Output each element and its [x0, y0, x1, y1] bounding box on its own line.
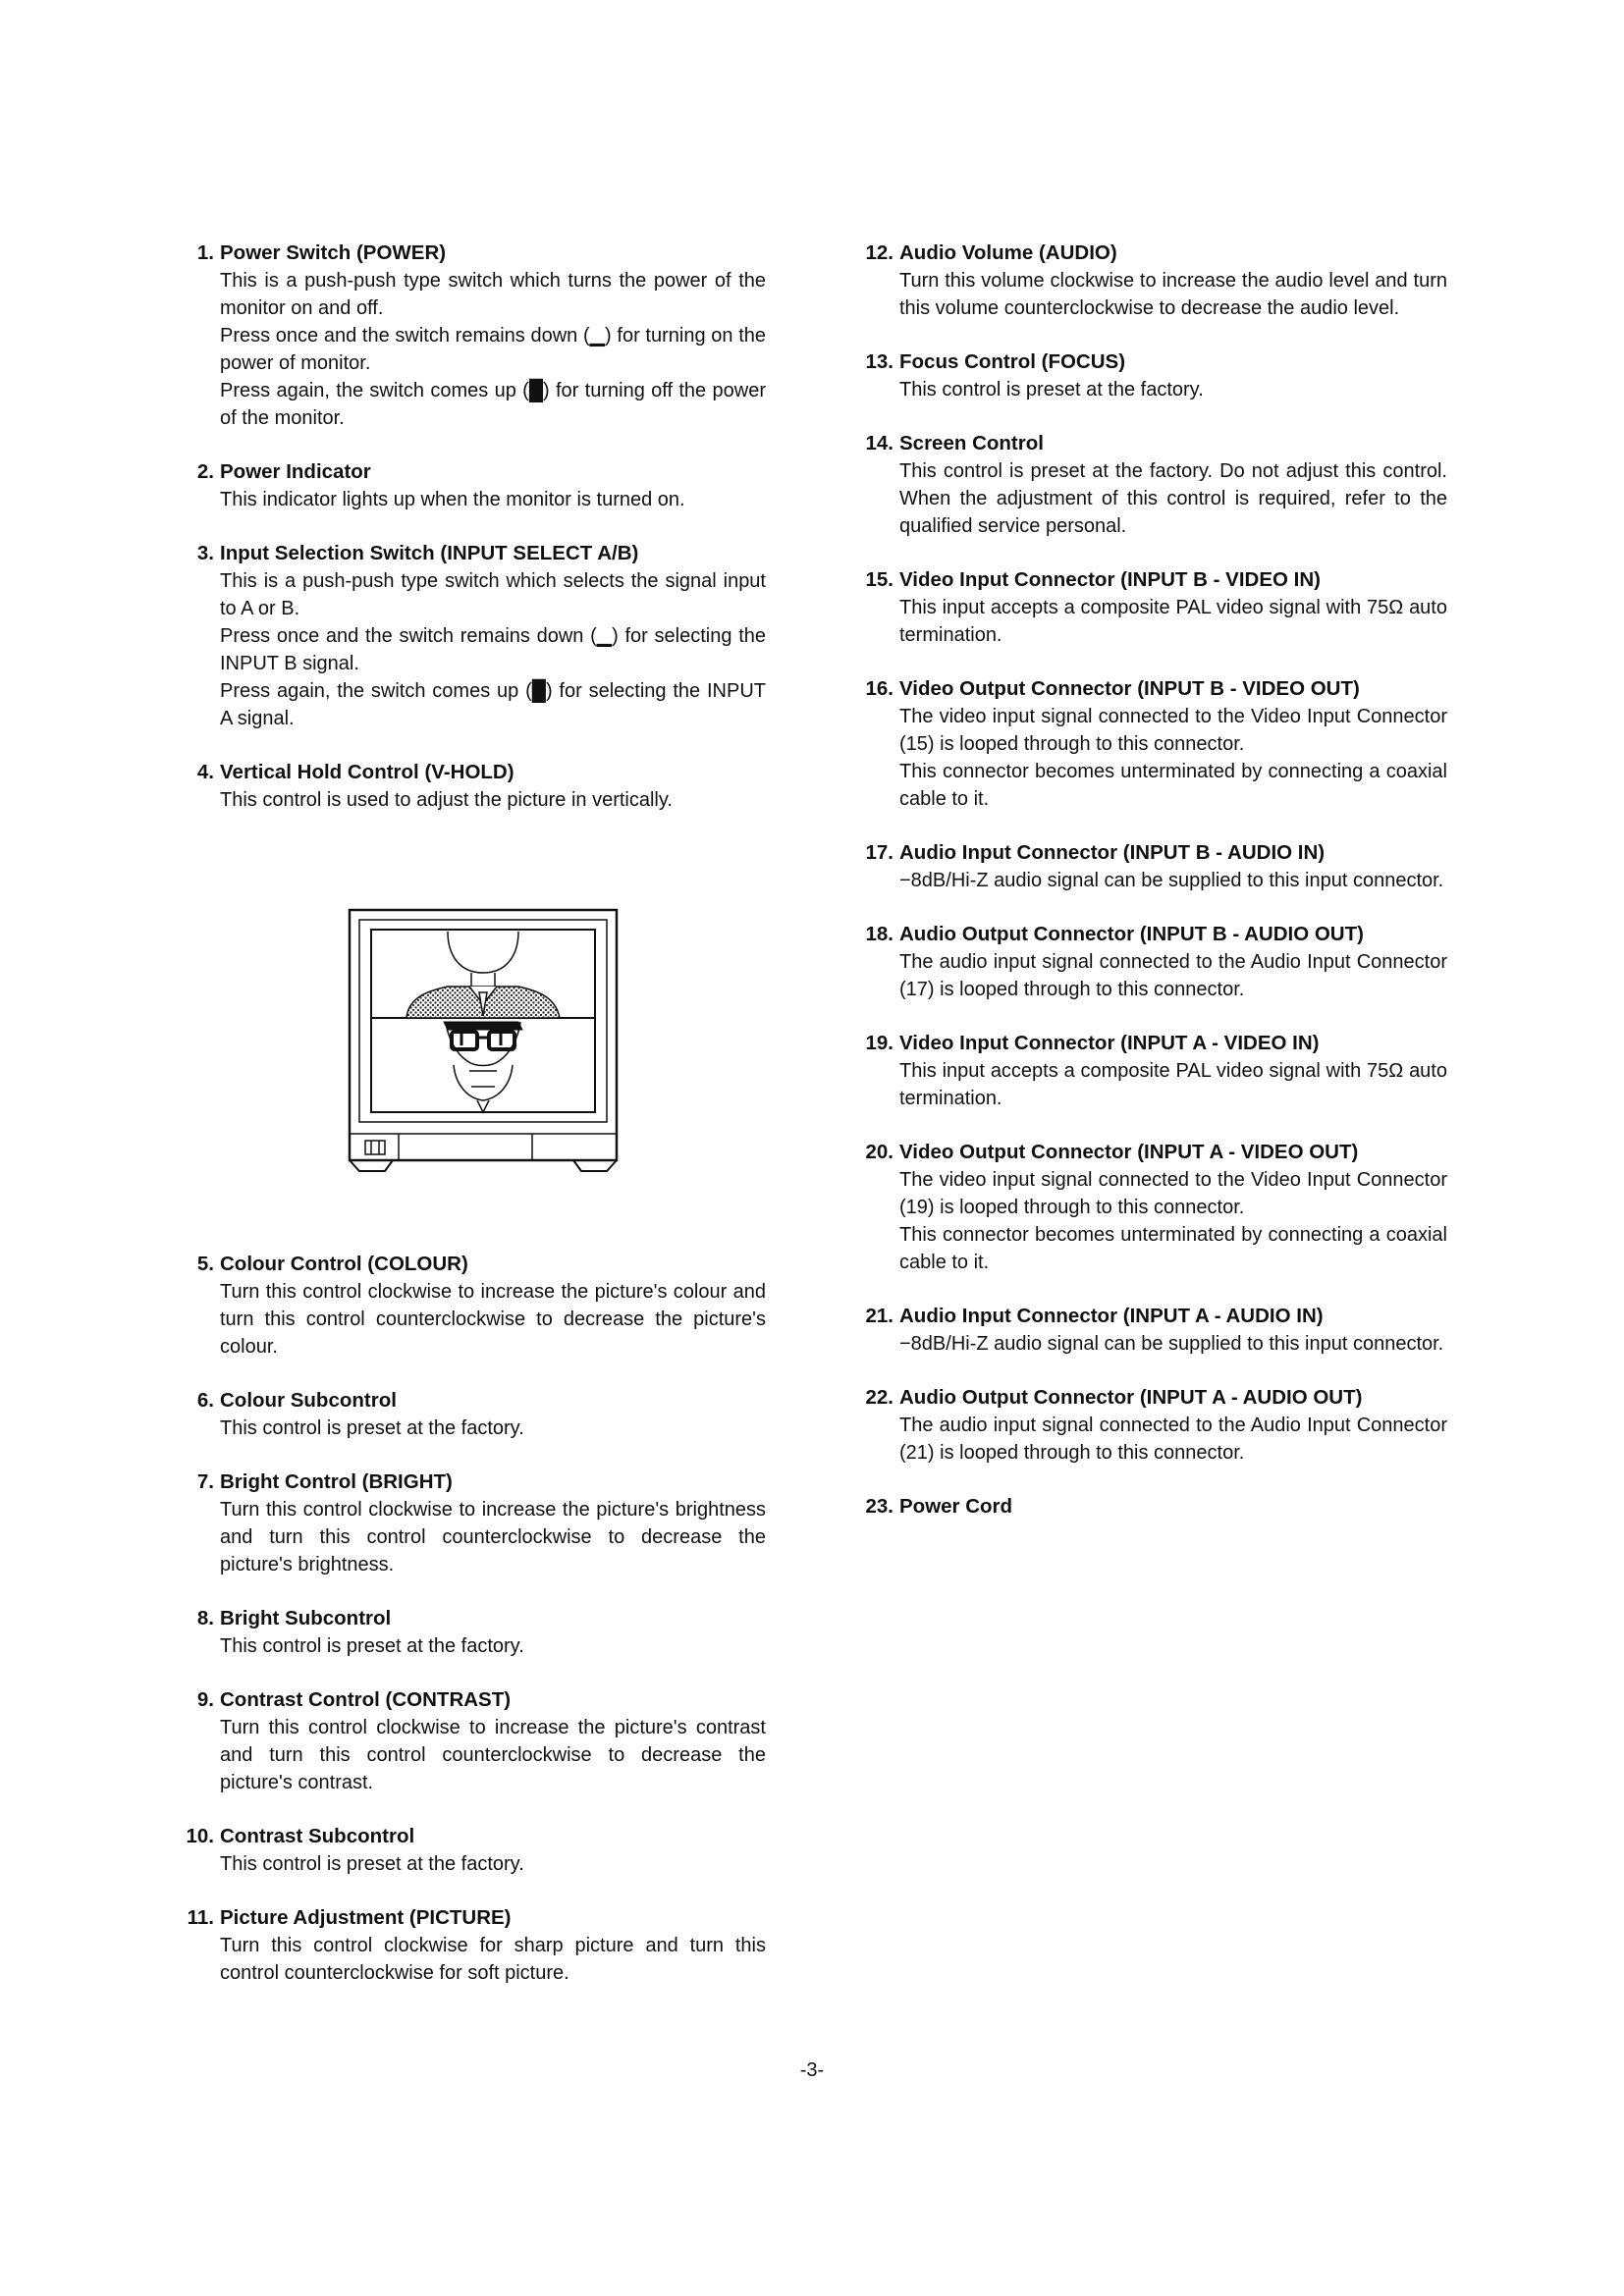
control-item [187, 1904, 766, 1987]
item-description [171, 1932, 766, 1987]
item-number: 13. [865, 350, 893, 373]
item-title: Audio Output Connector (INPUT B - AUDIO OUT) [899, 923, 1364, 945]
description-paragraph: Turn this control clockwise to increase the picture's colour and turn this control counterclockwise to decrease the picture's colour. [220, 1281, 766, 1358]
description-paragraph: This input accepts a composite PAL video signal with 75Ω auto termination. [899, 597, 1447, 646]
item-number: 12. [865, 241, 893, 264]
item-number: 22. [865, 1386, 893, 1409]
item-heading [187, 1686, 766, 1714]
item-description [171, 1278, 766, 1361]
description-paragraph: This control is preset at the factory. [220, 1417, 524, 1439]
monitor-illustration [346, 908, 621, 1175]
control-item [187, 1686, 766, 1796]
item-number: 16. [865, 677, 893, 700]
item-title: Input Selection Switch (INPUT SELECT A/B) [220, 542, 639, 564]
item-title: Power Switch (POWER) [220, 241, 447, 264]
control-item [866, 1139, 1447, 1276]
description-paragraph: Turn this control clockwise to increase the picture's contrast and turn this control counterclockwise to decrease the picture's contrast. [220, 1717, 766, 1793]
control-item [866, 1303, 1447, 1358]
description-paragraph: This indicator lights up when the monitor is turned on. [220, 489, 685, 510]
item-heading [866, 1139, 1447, 1166]
item-description [850, 867, 1447, 894]
control-item [187, 540, 766, 732]
item-title: Video Output Connector (INPUT A - VIDEO OUT) [899, 1141, 1359, 1163]
control-item [866, 1493, 1447, 1521]
item-description [171, 1415, 766, 1442]
item-description [850, 948, 1447, 1003]
item-heading [187, 1823, 766, 1850]
control-item [187, 240, 766, 432]
item-heading [866, 430, 1447, 457]
item-number: 8. [196, 1607, 214, 1629]
item-description [850, 457, 1447, 540]
item-title: Bright Subcontrol [220, 1607, 392, 1629]
item-number: 20. [865, 1141, 893, 1163]
item-heading [187, 458, 766, 486]
item-description [850, 1166, 1447, 1276]
item-number: 2. [196, 460, 214, 483]
item-number: 5. [196, 1253, 214, 1275]
item-number: 11. [187, 1906, 214, 1929]
page-number: -3- [799, 2059, 825, 2081]
item-heading [866, 1384, 1447, 1412]
item-description [171, 1850, 766, 1878]
item-description [850, 703, 1447, 813]
description-paragraph: Turn this control clockwise to increase the picture's brightness and turn this control counterclockwise to decrease the picture's brightness. [220, 1499, 766, 1575]
item-title: Video Input Connector (INPUT B - VIDEO IN) [899, 568, 1321, 591]
item-description [850, 1330, 1447, 1358]
description-paragraph: This is a push-push type switch which selects the signal input to A or B. [220, 570, 766, 619]
item-description [171, 1496, 766, 1578]
description-paragraph: This control is preset at the factory. [220, 1635, 524, 1657]
item-heading [187, 1468, 766, 1496]
item-number: 10. [186, 1825, 214, 1847]
item-heading [187, 1251, 766, 1278]
item-heading [187, 1904, 766, 1932]
item-number: 4. [196, 761, 214, 783]
control-item [866, 921, 1447, 1003]
description-paragraph: Turn this volume clockwise to increase the audio level and turn this volume counterclockwise to decrease the audio level. [899, 270, 1447, 319]
item-heading [866, 1303, 1447, 1330]
description-paragraph: The audio input signal connected to the Audio Input Connector (17) is looped through to this connector. [899, 951, 1447, 1000]
description-paragraph: Press again, the switch comes up (█) for selecting the INPUT A signal. [220, 680, 766, 729]
item-heading [866, 240, 1447, 267]
description-paragraph: Turn this control clockwise for sharp picture and turn this control counterclockwise for soft picture. [220, 1935, 766, 1984]
control-item [187, 1468, 766, 1578]
description-paragraph: Press once and the switch remains down (▁) for selecting the INPUT B signal. [220, 625, 766, 674]
description-paragraph: This is a push-push type switch which turns the power of the monitor on and off. [220, 270, 766, 319]
item-title: Audio Output Connector (INPUT A - AUDIO OUT) [899, 1386, 1363, 1409]
item-title: Screen Control [899, 432, 1044, 454]
item-title: Colour Control (COLOUR) [220, 1253, 468, 1275]
control-item [187, 1387, 766, 1442]
right-column [866, 240, 1447, 1547]
control-item [866, 348, 1447, 403]
item-title: Power Cord [899, 1495, 1013, 1518]
item-heading [866, 839, 1447, 867]
item-title: Audio Input Connector (INPUT A - AUDIO IN) [899, 1305, 1324, 1327]
control-item [866, 430, 1447, 540]
screen-upper-figure-icon [406, 932, 560, 1018]
item-description [850, 1412, 1447, 1467]
item-title: Colour Subcontrol [220, 1389, 397, 1412]
item-number: 9. [196, 1688, 214, 1711]
item-number: 6. [196, 1389, 214, 1412]
item-number: 19. [865, 1032, 893, 1054]
item-title: Contrast Control (CONTRAST) [220, 1688, 512, 1711]
item-heading [187, 240, 766, 267]
item-heading [866, 921, 1447, 948]
description-paragraph: Press again, the switch comes up (█) for turning off the power of the monitor. [220, 380, 766, 429]
item-title: Audio Volume (AUDIO) [899, 241, 1117, 264]
description-paragraph: Press once and the switch remains down (▁) for turning on the power of monitor. [220, 325, 766, 374]
control-item [187, 1251, 766, 1361]
item-number: 1. [196, 241, 214, 264]
control-item [866, 675, 1447, 813]
item-heading [866, 675, 1447, 703]
description-paragraph: −8dB/Hi-Z audio signal can be supplied to this input connector. [899, 1333, 1444, 1355]
item-heading [187, 540, 766, 567]
item-description [171, 1714, 766, 1796]
left-column-lower [187, 1251, 766, 2013]
control-item [187, 1605, 766, 1660]
item-title: Contrast Subcontrol [220, 1825, 415, 1847]
item-number: 3. [196, 542, 214, 564]
item-description [171, 1632, 766, 1660]
item-description [850, 267, 1447, 322]
control-item [187, 458, 766, 513]
item-number: 7. [196, 1470, 214, 1493]
item-number: 18. [865, 923, 893, 945]
item-description [171, 567, 766, 732]
item-heading [866, 348, 1447, 376]
control-item [866, 566, 1447, 649]
item-heading [187, 1387, 766, 1415]
description-paragraph: This control is preset at the factory. [220, 1853, 524, 1875]
item-number: 23. [865, 1495, 893, 1518]
item-description [171, 486, 766, 513]
description-paragraph: This control is preset at the factory. Do not adjust this control. When the adjustment of this control is required, refer to the qualified service personal. [899, 460, 1447, 537]
description-paragraph: The audio input signal connected to the Audio Input Connector (21) is looped through to this connector. [899, 1415, 1447, 1464]
item-description [850, 376, 1447, 403]
control-item [866, 1384, 1447, 1467]
item-title: Audio Input Connector (INPUT B - AUDIO IN) [899, 841, 1326, 864]
item-heading [187, 1605, 766, 1632]
description-paragraph: This input accepts a composite PAL video signal with 75Ω auto termination. [899, 1060, 1447, 1109]
description-paragraph: −8dB/Hi-Z audio signal can be supplied to this input connector. [899, 870, 1444, 891]
item-heading [866, 1030, 1447, 1057]
item-description [850, 594, 1447, 649]
item-heading [866, 566, 1447, 594]
control-item [866, 240, 1447, 322]
control-item [866, 1030, 1447, 1112]
item-title: Focus Control (FOCUS) [899, 350, 1126, 373]
control-item [866, 839, 1447, 894]
item-description [850, 1057, 1447, 1112]
power-switch-icon [365, 1141, 385, 1154]
item-title: Vertical Hold Control (V-HOLD) [220, 761, 514, 783]
item-heading [187, 759, 766, 786]
item-description [171, 786, 766, 814]
item-number: 17. [865, 841, 893, 864]
description-paragraph: This connector becomes unterminated by connecting a coaxial cable to it. [899, 1224, 1447, 1273]
screen-lower-face-icon [444, 1022, 522, 1112]
control-item [187, 1823, 766, 1878]
description-paragraph: This control is used to adjust the picture in vertically. [220, 789, 673, 811]
item-title: Video Output Connector (INPUT B - VIDEO OUT) [899, 677, 1360, 700]
left-column-upper [187, 240, 766, 840]
description-paragraph: This connector becomes unterminated by connecting a coaxial cable to it. [899, 761, 1447, 810]
item-heading [866, 1493, 1447, 1521]
item-number: 15. [865, 568, 893, 591]
description-paragraph: This control is preset at the factory. [899, 379, 1204, 400]
item-number: 21. [865, 1305, 893, 1327]
control-item [187, 759, 766, 814]
description-paragraph: The video input signal connected to the Video Input Connector (19) is looped through to this connector. [899, 1169, 1447, 1218]
item-description [171, 267, 766, 432]
item-title: Picture Adjustment (PICTURE) [220, 1906, 512, 1929]
item-title: Bright Control (BRIGHT) [220, 1470, 453, 1493]
item-title: Power Indicator [220, 460, 371, 483]
item-title: Video Input Connector (INPUT A - VIDEO IN) [899, 1032, 1320, 1054]
item-number: 14. [865, 432, 893, 454]
description-paragraph: The video input signal connected to the Video Input Connector (15) is looped through to this connector. [899, 706, 1447, 755]
